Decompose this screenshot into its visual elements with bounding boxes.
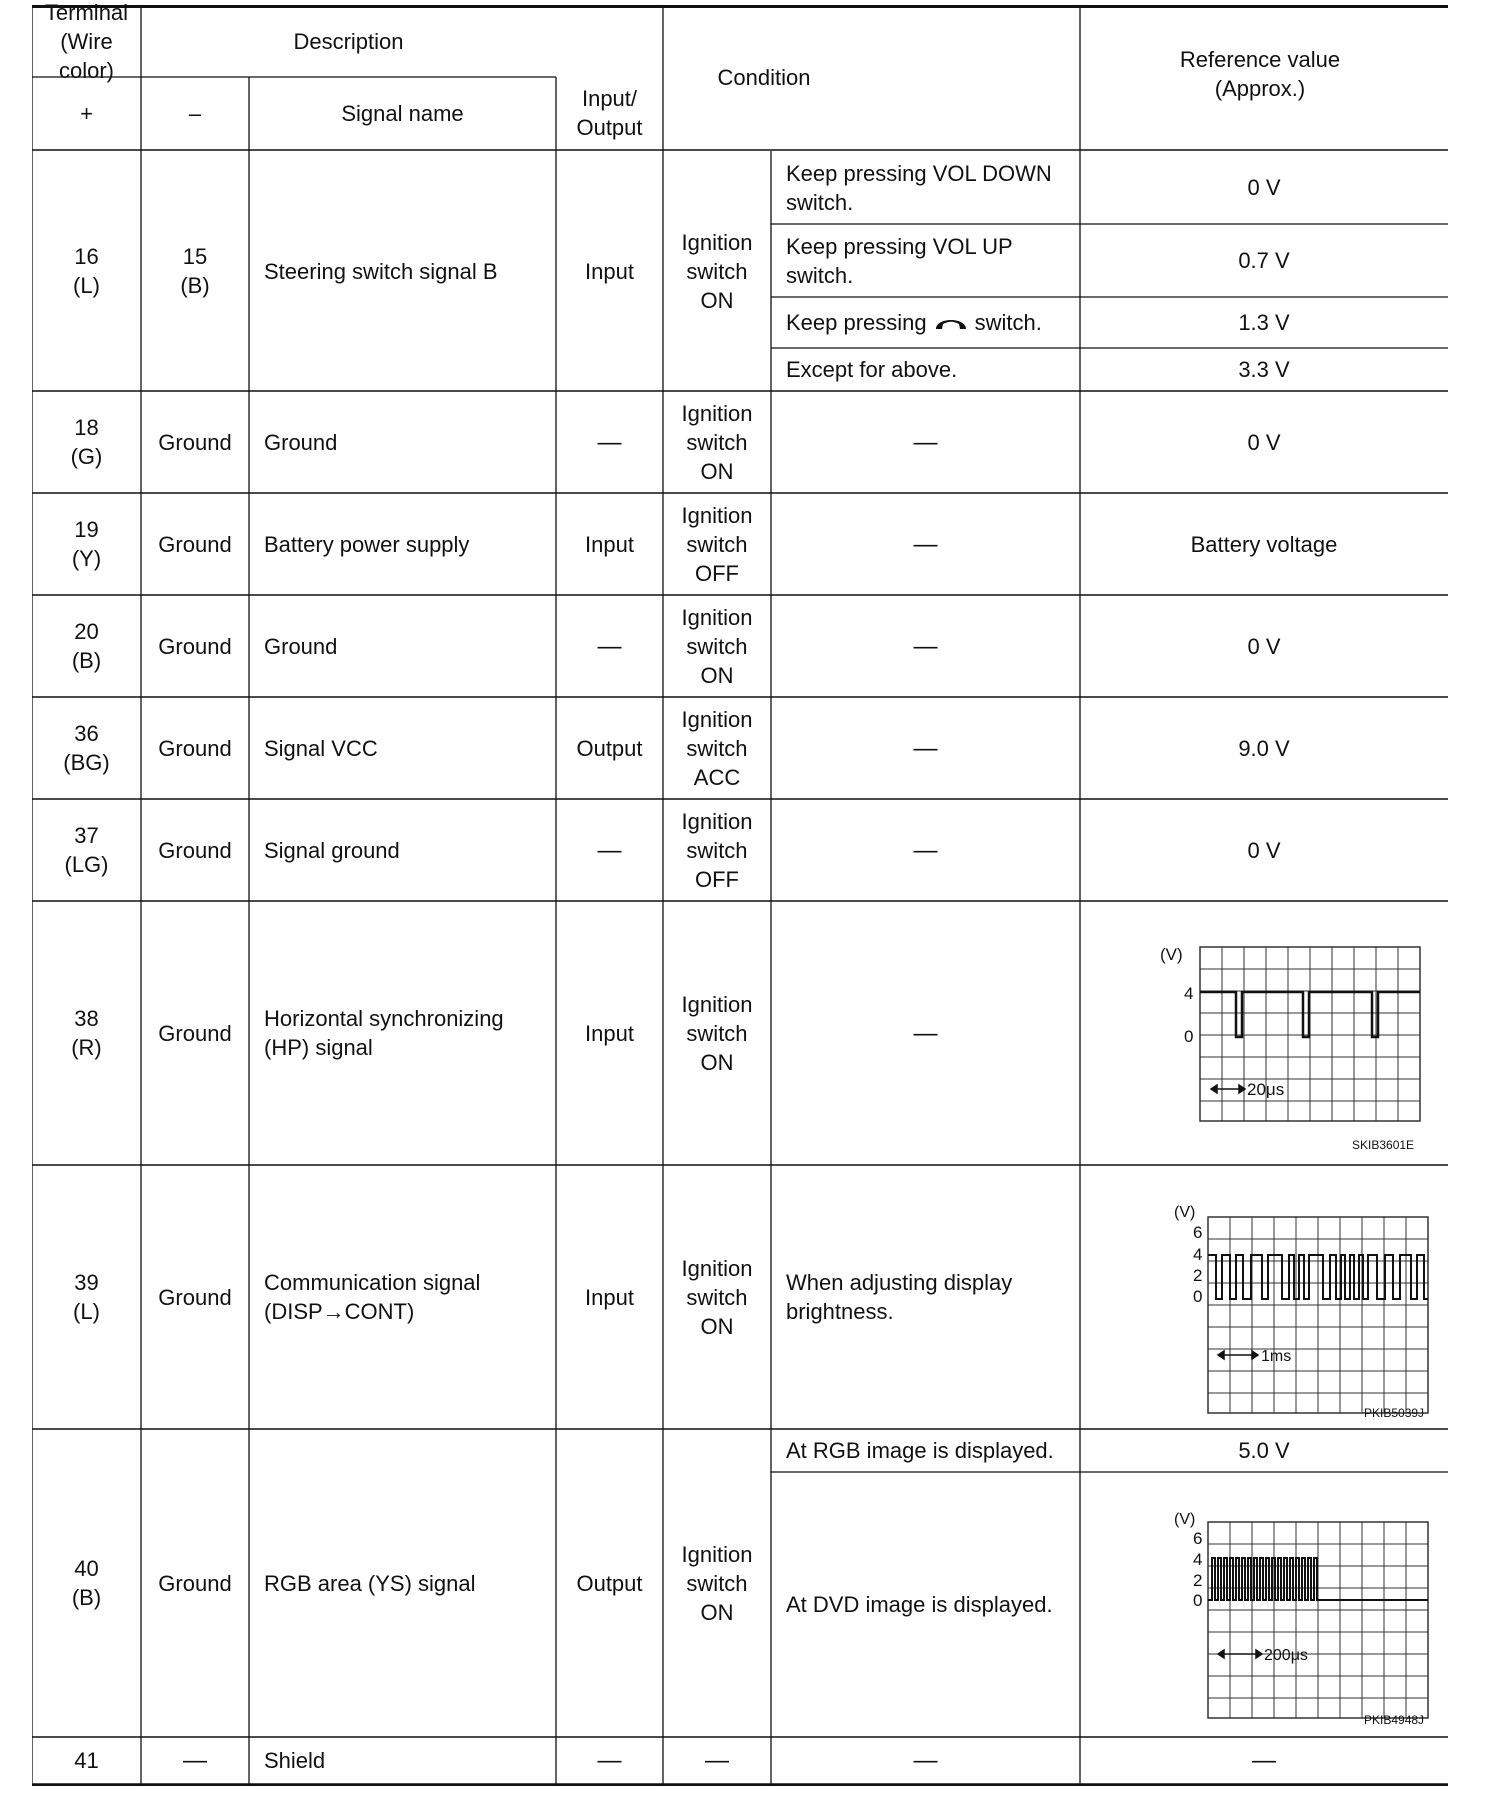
row-39-signal: Communication signal (DISP→CONT): [264, 1270, 481, 1324]
row-20-plus: 20 (B): [71, 619, 102, 673]
row-40-minus: Ground: [158, 1570, 232, 1596]
row-40-plus: 40 (B): [71, 1556, 102, 1610]
wave-40-time: 200μs: [1264, 1647, 1308, 1664]
condition-3-text-after: switch.: [974, 310, 1042, 335]
header-signal-name: Signal name: [341, 100, 464, 126]
row-38-plus: 38 (R): [71, 1006, 102, 1060]
condition-3-text-before: Keep pressing: [786, 310, 927, 335]
header-condition: Condition: [717, 64, 811, 90]
row-18-condition: —: [913, 428, 938, 456]
time-scale-arrow: [1211, 1085, 1245, 1093]
row-20-minus: Ground: [158, 633, 232, 659]
row-39-plus: 39 (L): [73, 1270, 100, 1324]
row-41-io: —: [597, 1747, 622, 1774]
row-37-io: —: [597, 836, 622, 864]
row-41-switch: —: [705, 1747, 729, 1774]
row-40-condition-2: At DVD image is displayed.: [786, 1592, 1053, 1617]
row-37-signal: Signal ground: [264, 837, 400, 863]
row-36-condition: —: [913, 734, 938, 762]
rgb-area-signal-waveform: [1080, 1472, 1448, 1737]
header-plus: +: [80, 100, 93, 126]
wave-38-time: 20μs: [1247, 1080, 1285, 1099]
row-41-plus: 41: [74, 1748, 99, 1773]
row-16-plus: 16 (L): [73, 244, 100, 298]
row-16-io: Input: [585, 258, 634, 284]
row-16-value-2: 0.7 V: [1238, 248, 1290, 273]
terminal-reference-table: [32, 0, 1448, 1786]
wave-39-tick-2: 2: [1193, 1266, 1203, 1285]
header-terminal: Terminal (Wire color): [44, 0, 129, 83]
wave-40-code: PKIB4948J: [1364, 1713, 1425, 1727]
time-scale-arrow: [1218, 1351, 1258, 1359]
communication-signal-waveform: [1080, 1165, 1448, 1429]
row-36-signal: Signal VCC: [264, 735, 378, 761]
row-38-io: Input: [585, 1020, 634, 1046]
wave-39-tick-4: 4: [1193, 1245, 1203, 1264]
row-39-minus: Ground: [158, 1284, 232, 1310]
row-39-switch: Ignition switch ON: [681, 1255, 753, 1339]
row-41-minus: —: [183, 1747, 207, 1774]
row-36-io: Output: [576, 735, 643, 761]
wave-40-tick-4: 4: [1193, 1550, 1203, 1569]
row-18-minus: Ground: [158, 429, 232, 455]
row-41-signal: Shield: [264, 1748, 326, 1773]
wave-39-unit: (V): [1174, 1204, 1196, 1221]
wave-40-tick-6: 6: [1193, 1529, 1203, 1548]
row-20-switch: Ignition switch ON: [681, 604, 753, 688]
time-scale-arrow: [1218, 1650, 1262, 1658]
row-18-signal: Ground: [264, 429, 338, 455]
row-16-minus: 15 (B): [180, 244, 210, 298]
wave-38-code: SKIB3601E: [1352, 1138, 1415, 1152]
row-38-minus: Ground: [158, 1020, 232, 1046]
row-16-condition-3: [771, 297, 1080, 348]
row-16-value-3: 1.3 V: [1238, 310, 1290, 335]
row-19-plus: 19 (Y): [71, 517, 102, 571]
row-37-condition: —: [913, 836, 938, 864]
header-description: Description: [293, 28, 404, 54]
row-20-signal: Ground: [264, 633, 338, 659]
row-19-io: Input: [585, 531, 634, 557]
row-37-minus: Ground: [158, 837, 232, 863]
row-19-switch: Ignition switch OFF: [681, 502, 753, 586]
row-16-value-4: 3.3 V: [1238, 357, 1290, 382]
row-41-condition: —: [913, 1747, 938, 1774]
row-37-switch: Ignition switch OFF: [681, 808, 753, 892]
wave-39-code: PKIB5039J: [1364, 1406, 1425, 1420]
row-40-io: Output: [576, 1570, 643, 1596]
row-20-io: —: [597, 632, 622, 660]
row-37-plus: 37 (LG): [64, 823, 109, 877]
row-20-value: 0 V: [1247, 633, 1281, 659]
row-36-minus: Ground: [158, 735, 232, 761]
wave-39-time: 1ms: [1261, 1348, 1292, 1365]
wave-40-tick-2: 2: [1193, 1571, 1203, 1590]
row-18-plus: 18 (G): [70, 415, 103, 469]
row-16-condition-2: Keep pressing VOL UP switch.: [786, 233, 1013, 288]
header-input-output: Input/ Output: [576, 86, 643, 140]
row-18-io: —: [597, 428, 622, 456]
row-39-condition: When adjusting display brightness.: [786, 1270, 1013, 1324]
row-40-value-1: 5.0 V: [1238, 1438, 1290, 1463]
row-36-value: 9.0 V: [1238, 735, 1290, 761]
row-16-condition-1: Keep pressing VOL DOWN switch.: [786, 160, 1052, 215]
wave-38-tick-4: 4: [1184, 984, 1194, 1003]
row-38-signal: Horizontal synchronizing (HP) signal: [264, 1006, 504, 1060]
wave-39-tick-0: 0: [1193, 1287, 1203, 1306]
row-37-value: 0 V: [1247, 837, 1281, 863]
header-reference: Reference value (Approx.): [1179, 47, 1341, 101]
row-40-condition-1: At RGB image is displayed.: [786, 1438, 1054, 1463]
wave-38-unit: (V): [1160, 945, 1183, 964]
wave-38-tick-0: 0: [1184, 1027, 1194, 1046]
row-38-condition: —: [913, 1019, 938, 1047]
row-16-condition-4: Except for above.: [786, 357, 958, 382]
rgb-area-signal-trace: [1208, 1558, 1428, 1600]
row-40-switch: Ignition switch ON: [681, 1541, 753, 1625]
row-36-plus: 36 (BG): [63, 721, 110, 775]
row-20-condition: —: [913, 632, 938, 660]
row-19-condition: —: [913, 530, 938, 558]
hp-signal-trace: [1200, 992, 1420, 1037]
hp-signal-waveform: [1080, 901, 1448, 1165]
row-38-switch: Ignition switch ON: [681, 991, 753, 1075]
row-36-switch: Ignition switch ACC: [681, 706, 753, 790]
phone-hang-up-icon: [933, 314, 969, 332]
wave-39-tick-6: 6: [1193, 1223, 1203, 1242]
row-19-minus: Ground: [158, 531, 232, 557]
row-41-value: —: [1252, 1747, 1276, 1774]
row-18-switch: Ignition switch ON: [681, 400, 753, 484]
header-minus: –: [188, 100, 202, 126]
row-18-value: 0 V: [1247, 429, 1281, 455]
row-40-signal: RGB area (YS) signal: [264, 1570, 476, 1596]
row-19-signal: Battery power supply: [264, 531, 470, 557]
oscilloscope-grid: [1208, 1217, 1428, 1413]
oscilloscope-grid: [1208, 1522, 1428, 1718]
row-39-io: Input: [585, 1284, 634, 1310]
wave-40-unit: (V): [1174, 1511, 1196, 1528]
row-16-switch: Ignition switch ON: [681, 229, 753, 313]
row-19-value: Battery voltage: [1190, 531, 1338, 557]
row-16-signal: Steering switch signal B: [264, 258, 498, 284]
wave-40-tick-0: 0: [1193, 1591, 1203, 1610]
row-16-value-1: 0 V: [1247, 175, 1281, 200]
